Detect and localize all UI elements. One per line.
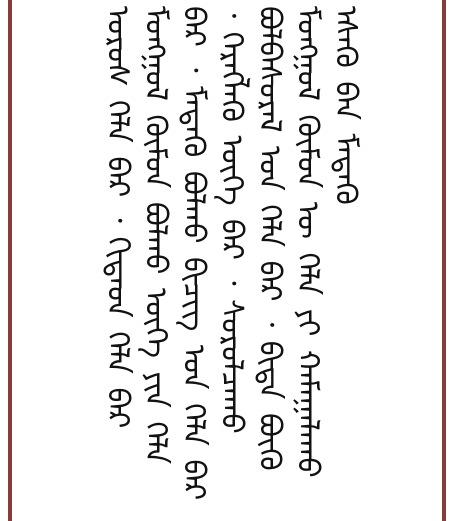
document-page xyxy=(12,0,442,521)
page-border-right xyxy=(442,0,446,521)
paragraph-1: ᠣᠷᠣᠰ ᠬᠡᠯᠡ ᠪᠡᠷ ᠂ ᠬᠢᠲᠠᠳ ᠬᠡᠯᠡ ᠪᠡᠷ xyxy=(100,6,135,429)
mongolian-body-text xyxy=(98,6,378,518)
paragraph-2: ᠮᠣᠩᠭᠣᠯ ᠬᠦᠮᠦᠨ ᠪᠣᠯᠬᠣ ᠦᠭᠡ ᠶᠢᠨ ᠬᠡᠯᠡ ᠪᠡᠷ ᠂ ᠮᠡᠳᠡᠭᠦ ᠪᠣᠯᠬᠣ ᠪᠢᠴᠢᠭ᠌ ᠤᠨ ᠬᠡᠯᠡ ᠪᠡᠷ ᠂ ᠬᠡᠷᠡᠭᠯᠡᠬᠦ ᠦᠭᠡ ᠪᠡᠷ ᠂ ᠰᠤᠷᠤᠯᠴᠠᠬᠤ ᠪᠣᠯᠪᠠᠰᠤᠷᠠᠯ ᠤᠨ ᠬᠡᠯᠡ ᠪᠡᠷ ᠂ ᠪᠢᠳᠡ ᠪᠦᠬᠦ ᠮᠣᠩᠭᠣᠯ ᠬᠦᠮᠦᠨ ᠦ ᠬᠡᠯᠡ ᠶᠢ ᠬᠠᠮᠠᠭᠠᠯᠠᠬᠤ ᠡᠰᠡᠬᠦ ᠪᠠᠨ ᠮᠡᠳᠡᠭᠦ xyxy=(138,6,363,501)
